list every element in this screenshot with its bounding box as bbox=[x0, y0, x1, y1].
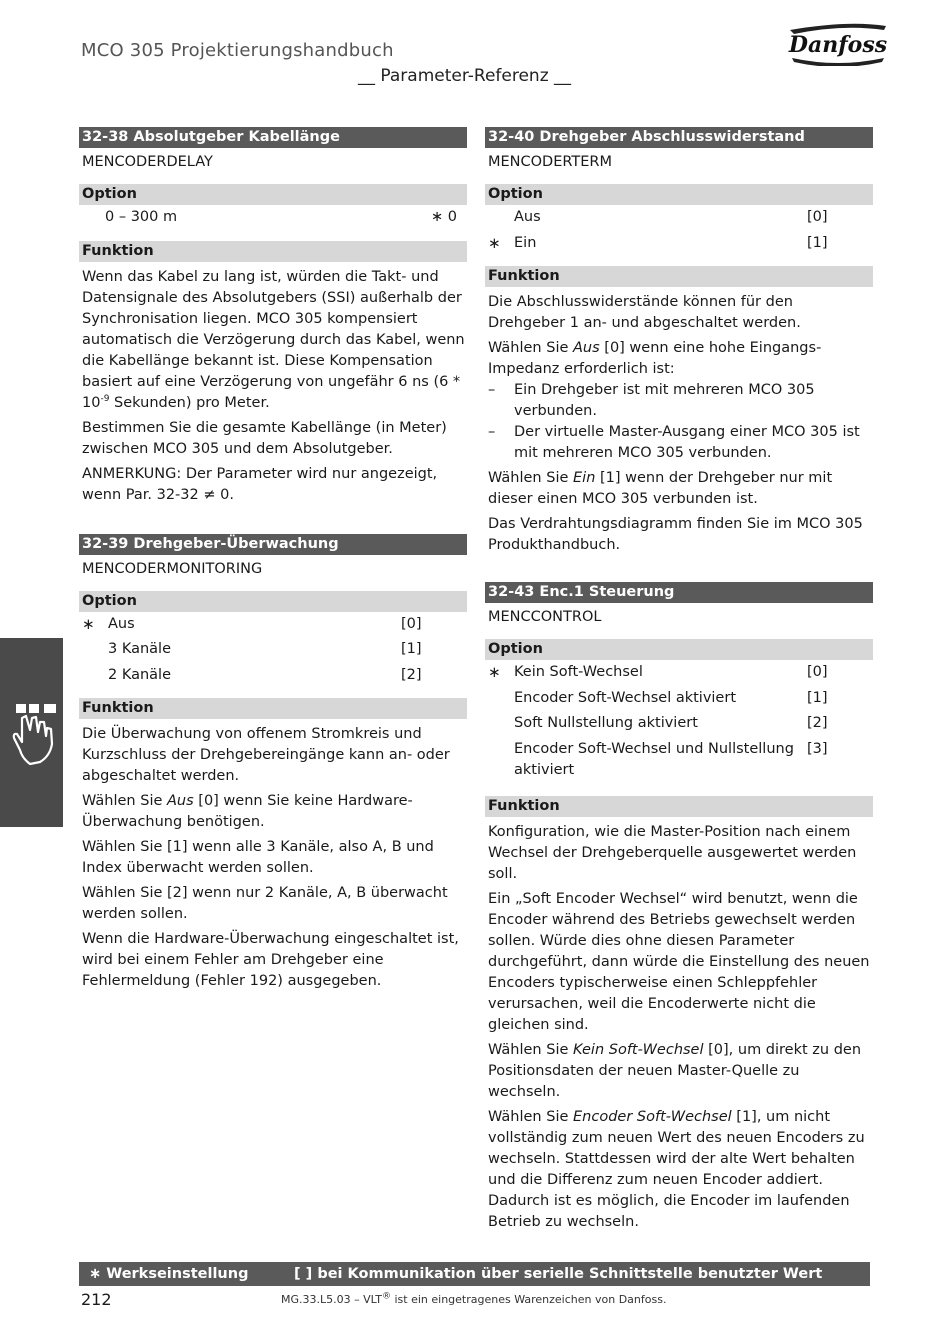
bullet-text: Der virtuelle Master-Ausgang einer MCO 305 ist mit mehreren MCO 305 verbunden. bbox=[514, 424, 860, 461]
bullet-item bbox=[485, 422, 873, 464]
legend-star: ∗ bbox=[89, 1266, 102, 1282]
bullet-dash: – bbox=[488, 424, 496, 440]
chapter-side-tab bbox=[0, 638, 63, 827]
legend-serial-label: bei Kommunikation über serielle Schnittstelle benutzter Wert bbox=[317, 1266, 823, 1282]
function-text bbox=[485, 1040, 873, 1103]
param-title: 32-39 Drehgeber-Überwachung bbox=[79, 534, 467, 555]
bullet-item bbox=[485, 380, 873, 422]
param-32-39 bbox=[79, 534, 467, 993]
legend-bracket: [ ] bbox=[294, 1266, 313, 1282]
option-value: [0] bbox=[401, 615, 422, 632]
option-value: [1] bbox=[807, 234, 828, 251]
function-text bbox=[79, 267, 467, 414]
option-row bbox=[485, 205, 873, 231]
param-32-40 bbox=[485, 127, 873, 556]
text-part: Wählen Sie bbox=[488, 1108, 573, 1125]
text-part: Sekunden) pro Meter. bbox=[109, 394, 270, 411]
option-value: [2] bbox=[401, 666, 422, 683]
text-part: Wenn das Kabel zu lang ist, würden die Takt- und Datensignale des Absolutgebers (SSI) außerhalb der Synchronisation liegen. MCO 305 kompensiert automatisch die Verzögerung durch das Kabel, wenn die Kabellänge bekannt ist. Diese Kompensation basiert auf eine Verzögerung von ungefähr 6 ns (6 * 10 bbox=[82, 268, 465, 411]
default-star: ∗ bbox=[488, 663, 501, 681]
option-label: Aus bbox=[514, 209, 541, 225]
exponent: -9 bbox=[100, 393, 110, 404]
legend-serial bbox=[294, 1262, 822, 1286]
document-title: MCO 305 Projektierungshandbuch bbox=[81, 40, 394, 61]
left-column bbox=[79, 127, 467, 992]
text-part: [1], um nicht vollständig zum neuen Wert des neuen Encoders zu wechseln. Stattdessen wird der alte Wert behalten und die Differenz zum neuen Encoder addiert. Dadurch ist es möglich, die Encoder im laufenden Betrieb zu wechseln. bbox=[488, 1108, 865, 1230]
text-part: [1] wenn der Drehgeber nur mit dieser einen MCO 305 verbunden ist. bbox=[488, 470, 833, 507]
default-star: ∗ bbox=[488, 233, 501, 252]
function-text: Wählen Sie [2] wenn nur 2 Kanäle, A, B überwacht werden sollen. bbox=[82, 885, 448, 922]
default-value: 0 bbox=[447, 209, 457, 225]
option-label: Ein bbox=[514, 234, 537, 251]
function-text bbox=[485, 468, 873, 510]
param-code: MENCODERTERM bbox=[488, 154, 613, 170]
emphasis: Aus bbox=[167, 793, 194, 809]
emphasis: Kein Soft-Wechsel bbox=[573, 1041, 704, 1058]
text-part: [0], um direkt zu den Positionsdaten der neuen Master-Quelle zu wechseln. bbox=[488, 1041, 862, 1100]
param-32-38 bbox=[79, 127, 467, 506]
default-star: ∗ bbox=[431, 209, 444, 225]
option-value: [1] bbox=[401, 641, 422, 657]
function-text: Konfiguration, wie die Master-Position nach einem Wechsel der Drehgeberquelle ausgewertet werden soll. bbox=[488, 823, 857, 882]
text-part: [0] wenn Sie keine Hardware-Überwachung benötigen. bbox=[82, 793, 413, 830]
param-code: MENCODERDELAY bbox=[82, 154, 213, 170]
function-text: Bestimmen Sie die gesamte Kabellänge (in Meter) zwischen MCO 305 und dem Absolutgeber. bbox=[82, 419, 447, 457]
option-row bbox=[485, 711, 873, 737]
option-label: Encoder Soft-Wechsel und Nullstellung aktiviert bbox=[514, 740, 794, 778]
param-code: MENCCONTROL bbox=[488, 609, 602, 625]
function-note: ANMERKUNG: Der Parameter wird nur angezeigt, wenn Par. 32-32 ≠ 0. bbox=[82, 465, 438, 503]
option-heading: Option bbox=[485, 639, 873, 660]
function-text: Die Abschlusswiderstände können für den Drehgeber 1 an- und abgeschaltet werden. bbox=[488, 294, 801, 331]
function-text: Wählen Sie [1] wenn alle 3 Kanäle, also A, B und Index überwacht werden sollen. bbox=[82, 839, 434, 876]
text-part: Wählen Sie bbox=[488, 340, 573, 356]
option-row bbox=[485, 737, 873, 783]
option-row bbox=[485, 660, 873, 686]
option-value: [0] bbox=[807, 209, 828, 225]
option-value: [3] bbox=[807, 740, 828, 757]
function-text: Wenn die Hardware-Überwachung eingeschaltet ist, wird bei einem Fehler am Drehgeber eine Fehlermeldung (Fehler 192) ausgegeben. bbox=[82, 931, 459, 989]
option-row bbox=[79, 205, 467, 231]
option-row bbox=[485, 686, 873, 712]
option-label: Soft Nullstellung aktiviert bbox=[514, 715, 698, 731]
text-part: [0] wenn eine hohe Eingangs-Impedanz erforderlich ist: bbox=[488, 340, 822, 377]
option-row bbox=[485, 231, 873, 257]
param-code: MENCODERMONITORING bbox=[82, 560, 263, 577]
param-title: 32-43 Enc.1 Steuerung bbox=[485, 582, 873, 603]
option-heading: Option bbox=[79, 591, 467, 612]
function-heading: Funktion bbox=[79, 241, 467, 262]
hand-pointing-icon bbox=[0, 638, 63, 827]
legend-default-label: Werkseinstellung bbox=[106, 1266, 249, 1282]
option-range: 0 – 300 m bbox=[105, 209, 178, 225]
function-text: Die Überwachung von offenem Stromkreis und Kurzschluss der Drehgebereingänge kann an- oder abgeschaltet werden. bbox=[82, 726, 450, 784]
text-part: Wählen Sie bbox=[488, 1041, 573, 1058]
text-part: Wählen Sie bbox=[82, 793, 167, 809]
emphasis: Aus bbox=[573, 340, 600, 356]
param-title: 32-40 Drehgeber Abschlusswiderstand bbox=[485, 127, 873, 148]
option-heading: Option bbox=[79, 184, 467, 205]
bullet-dash: – bbox=[488, 382, 496, 398]
option-label: Aus bbox=[108, 615, 135, 632]
danfoss-logo bbox=[788, 22, 888, 66]
option-row bbox=[79, 663, 467, 689]
footer-legend-bar bbox=[79, 1262, 870, 1286]
text-part: Wählen Sie bbox=[488, 470, 573, 486]
option-value: [0] bbox=[807, 664, 828, 680]
option-row bbox=[79, 637, 467, 663]
legend-default bbox=[89, 1262, 248, 1286]
option-label: Encoder Soft-Wechsel aktiviert bbox=[514, 689, 737, 706]
emphasis: Ein bbox=[573, 470, 596, 486]
default-star: ∗ bbox=[82, 614, 95, 633]
text-part: MG.33.L5.03 – VLT bbox=[281, 1293, 382, 1306]
registered-mark: ® bbox=[381, 1291, 391, 1302]
bullet-text: Ein Drehgeber ist mit mehreren MCO 305 verbunden. bbox=[514, 382, 815, 419]
function-heading: Funktion bbox=[485, 796, 873, 817]
function-text bbox=[485, 338, 873, 380]
chapter-title: __ Parameter-Referenz __ bbox=[358, 66, 572, 86]
function-text bbox=[79, 791, 467, 833]
trademark-note bbox=[281, 1293, 666, 1306]
function-text bbox=[485, 1107, 873, 1233]
option-label: 3 Kanäle bbox=[108, 641, 171, 657]
text-part: ist ein eingetragenes Warenzeichen von Danfoss. bbox=[390, 1293, 667, 1306]
param-32-43 bbox=[485, 582, 873, 1233]
right-column bbox=[485, 127, 873, 1233]
option-value: [2] bbox=[807, 715, 828, 731]
function-text: Ein „Soft Encoder Wechsel“ wird benutzt, wenn die Encoder während des Betriebs gewechselt werden sollen. Würde dies ohne diesen Parameter durchgeführt, dann würde die Einstellung des neuen Encoders typischerweise einen Schleppfehler verursachen, weil die Encoderwerte nicht die gleichen sind. bbox=[488, 890, 870, 1033]
function-text: Das Verdrahtungsdiagramm finden Sie im MCO 305 Produkthandbuch. bbox=[488, 516, 863, 553]
function-heading: Funktion bbox=[79, 698, 467, 719]
param-title: 32-38 Absolutgeber Kabellänge bbox=[79, 127, 467, 148]
option-default bbox=[431, 205, 457, 231]
option-label: Kein Soft-Wechsel bbox=[514, 664, 643, 680]
page-number: 212 bbox=[81, 1290, 112, 1309]
option-label: 2 Kanäle bbox=[108, 666, 171, 683]
option-heading: Option bbox=[485, 184, 873, 205]
option-value: [1] bbox=[807, 689, 828, 706]
function-heading: Funktion bbox=[485, 266, 873, 287]
emphasis: Encoder Soft-Wechsel bbox=[573, 1108, 732, 1125]
option-row bbox=[79, 612, 467, 638]
logo-wordmark: Danfoss bbox=[788, 32, 888, 58]
